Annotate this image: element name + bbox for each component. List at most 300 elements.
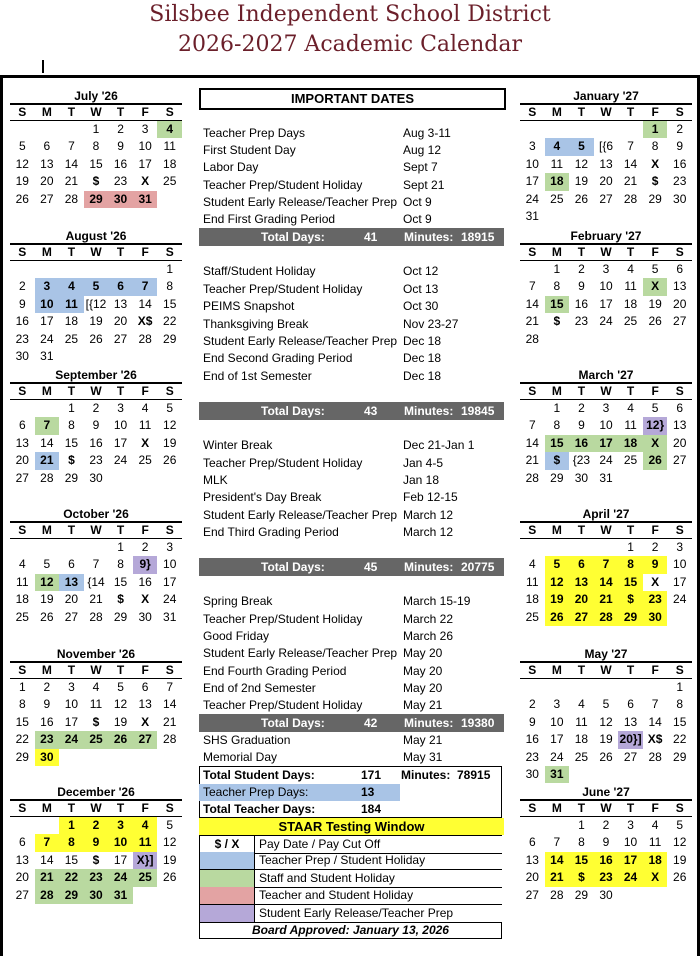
- day-cell: 6: [68, 557, 75, 572]
- day-cell: [35, 539, 60, 556]
- day-cell: 18: [574, 732, 589, 747]
- day-cell: 2: [578, 401, 585, 415]
- month-title: January '27: [520, 89, 692, 105]
- day-header: T: [59, 105, 84, 121]
- day-cell: [520, 679, 545, 696]
- day-header: T: [569, 663, 594, 679]
- event-row: [203, 455, 503, 472]
- day-cell: 7: [133, 278, 158, 295]
- day-cell: 10: [113, 418, 128, 433]
- day-cell: [157, 749, 182, 766]
- event-name: Teacher Prep/Student Holiday: [203, 456, 363, 470]
- event-date: Jan 4-5: [403, 456, 444, 470]
- total-teacher-days-label: Total Teacher Days:: [203, 802, 316, 816]
- day-cell: 9: [676, 139, 684, 154]
- day-cell: 7: [35, 417, 60, 434]
- month-title: April '27: [520, 507, 692, 523]
- month-jun: [520, 785, 692, 904]
- day-cell: 27: [133, 731, 158, 748]
- day-cell: 21: [545, 869, 570, 886]
- event-date: Feb 12-15: [403, 490, 458, 504]
- day-cell: 16: [138, 574, 152, 589]
- day-cell: 27: [569, 609, 594, 626]
- day-cell: 7: [553, 835, 561, 850]
- event-name: End First Grading Period: [203, 212, 336, 226]
- day-cell: 24: [59, 731, 84, 748]
- day-cell: 9: [643, 556, 668, 573]
- day-cell: 10: [35, 296, 60, 313]
- day-cell: 14: [64, 156, 79, 171]
- day-cell: [618, 331, 643, 348]
- day-cell: 30: [599, 887, 613, 902]
- day-cell: [569, 121, 594, 138]
- day-cell: X: [643, 869, 668, 886]
- month-title: July '26: [10, 89, 182, 105]
- day-header: W: [594, 245, 619, 261]
- day-cell: 25: [163, 174, 177, 189]
- day-cell: 27: [525, 887, 539, 902]
- day-cell: [643, 470, 668, 487]
- day-header: T: [618, 801, 643, 817]
- day-cell: 11: [89, 697, 103, 712]
- total-teacher-days-value: 184: [361, 802, 382, 816]
- day-cell: [84, 348, 109, 365]
- day-cell: 11: [138, 418, 152, 433]
- day-cell: 11: [59, 296, 84, 313]
- day-cell: 17: [113, 435, 128, 450]
- month-title: November '26: [10, 647, 182, 663]
- day-cell: 23: [594, 869, 619, 886]
- day-cell: [59, 121, 84, 138]
- month-dec: [10, 785, 182, 904]
- day-cell: 18: [15, 592, 29, 607]
- day-cell: $: [92, 174, 100, 189]
- day-cell: 16: [594, 852, 619, 869]
- month-grid: [10, 801, 182, 904]
- day-cell: 19: [599, 732, 613, 747]
- day-cell: 2: [676, 122, 684, 136]
- day-cell: 20: [15, 453, 29, 468]
- day-cell: 16: [673, 156, 687, 171]
- total-student-days-row: [199, 767, 502, 784]
- day-header: T: [569, 523, 594, 539]
- day-cell: 15: [113, 574, 128, 589]
- day-cell: 11: [16, 574, 29, 589]
- day-cell: 20}]: [618, 731, 643, 748]
- day-cell: 3: [68, 680, 75, 694]
- totals-minutes: 19380: [461, 716, 495, 730]
- day-cell: {23: [572, 453, 591, 468]
- day-cell: 8: [553, 279, 561, 294]
- event-date: March 26: [403, 629, 454, 643]
- day-cell: 20: [673, 296, 687, 311]
- day-cell: 2: [602, 818, 610, 832]
- day-header: S: [667, 384, 692, 400]
- day-cell: 6: [18, 418, 26, 433]
- totals-minutes: 20775: [461, 560, 495, 574]
- event-row: [203, 749, 503, 766]
- day-cell: 9: [92, 418, 100, 433]
- day-cell: 18: [643, 852, 668, 869]
- day-cell: $: [92, 714, 100, 729]
- day-cell: 4: [141, 401, 149, 415]
- day-cell: [643, 679, 668, 696]
- day-cell: 26: [643, 452, 668, 469]
- month-title: March '27: [520, 368, 692, 384]
- day-header: S: [520, 523, 545, 539]
- event-date: Sept 7: [403, 160, 438, 174]
- event-date: May 20: [403, 646, 443, 660]
- day-header: M: [35, 105, 60, 121]
- event-name: Student Early Release/Teacher Prep: [203, 195, 398, 209]
- day-cell: 11: [163, 139, 176, 154]
- day-header: W: [594, 105, 619, 121]
- day-cell: 25: [138, 453, 152, 468]
- day-cell: [133, 887, 158, 904]
- day-header: S: [10, 523, 35, 539]
- legend-swatch: [199, 870, 255, 887]
- day-header: F: [643, 105, 668, 121]
- day-cell: [108, 749, 133, 766]
- day-cell: [84, 261, 109, 278]
- day-cell: 8: [651, 139, 659, 154]
- day-cell: 1: [92, 122, 100, 136]
- day-cell: 20: [599, 174, 613, 189]
- day-cell: 29: [64, 470, 79, 485]
- day-cell: 21: [525, 453, 539, 468]
- day-cell: 14: [525, 435, 539, 450]
- day-cell: 9: [578, 418, 585, 433]
- day-cell: 6: [43, 139, 51, 154]
- day-cell: 13: [599, 156, 613, 171]
- grading-period-totals: [199, 714, 504, 732]
- event-date: Dec 18: [403, 369, 442, 383]
- divider-mark: [42, 60, 44, 73]
- day-header: M: [35, 245, 60, 261]
- day-cell: 13: [59, 574, 84, 591]
- day-cell: 13: [40, 156, 54, 171]
- month-title: December '26: [10, 785, 182, 801]
- day-cell: 15: [163, 296, 177, 311]
- day-header: M: [35, 384, 60, 400]
- month-feb: [520, 229, 692, 348]
- day-cell: 3: [553, 697, 561, 712]
- day-cell: [545, 679, 570, 696]
- day-cell: 21: [35, 452, 60, 469]
- month-grid: [10, 105, 182, 208]
- day-cell: [594, 208, 619, 225]
- day-cell: 15: [89, 156, 103, 171]
- day-cell: 21: [163, 714, 177, 729]
- day-header: T: [59, 384, 84, 400]
- day-cell: [133, 348, 158, 365]
- day-header: T: [108, 245, 133, 261]
- day-header: S: [157, 801, 182, 817]
- day-cell: 24: [40, 331, 54, 346]
- day-cell: 31: [163, 609, 177, 624]
- day-cell: 1: [643, 121, 668, 138]
- day-cell: 29: [113, 609, 128, 624]
- day-cell: [667, 208, 692, 225]
- day-cell: 27: [673, 453, 687, 468]
- day-cell: 11: [624, 279, 637, 294]
- day-cell: 27: [40, 191, 54, 206]
- day-cell: 16: [15, 314, 29, 329]
- day-cell: 13: [623, 714, 638, 729]
- day-cell: 19: [648, 296, 662, 311]
- event-name: Spring Break: [203, 594, 273, 608]
- day-cell: 5: [43, 557, 51, 572]
- event-name: End Fourth Grading Period: [203, 664, 347, 678]
- event-name: End Second Grading Period: [203, 351, 353, 365]
- day-cell: 17: [138, 156, 152, 171]
- totals-minutes: 19845: [461, 404, 495, 418]
- day-cell: 8: [166, 279, 174, 294]
- day-header: F: [643, 245, 668, 261]
- day-cell: 28: [35, 887, 60, 904]
- day-cell: 13: [15, 435, 29, 450]
- day-cell: X: [141, 174, 150, 189]
- event-row: [203, 611, 503, 628]
- day-cell: 18: [623, 296, 638, 311]
- day-cell: 25: [550, 191, 564, 206]
- day-header: W: [594, 384, 619, 400]
- day-cell: 20: [673, 435, 687, 450]
- day-cell: $: [569, 869, 594, 886]
- day-header: S: [520, 105, 545, 121]
- day-cell: 19: [113, 714, 128, 729]
- day-cell: 2: [43, 680, 51, 694]
- legend-label: Pay Date / Pay Cut Off: [259, 837, 381, 851]
- day-header: M: [35, 663, 60, 679]
- totals-min-label: Minutes:: [404, 716, 454, 730]
- day-header: S: [667, 801, 692, 817]
- day-cell: 11: [550, 156, 564, 171]
- day-cell: 7: [35, 834, 60, 851]
- month-grid: [520, 523, 692, 626]
- event-date: Oct 13: [403, 282, 439, 296]
- day-cell: 22: [59, 869, 84, 886]
- event-row: [203, 263, 503, 280]
- day-cell: 12: [163, 835, 177, 850]
- day-cell: [569, 331, 594, 348]
- day-header: T: [108, 663, 133, 679]
- event-row: [203, 697, 503, 714]
- day-cell: 26: [648, 314, 662, 329]
- day-cell: 8: [92, 139, 100, 154]
- day-cell: 28: [64, 191, 79, 206]
- event-date: March 12: [403, 508, 454, 522]
- day-cell: [520, 121, 545, 138]
- day-cell: 17: [599, 296, 613, 311]
- day-header: S: [520, 384, 545, 400]
- day-cell: [133, 470, 158, 487]
- day-header: M: [545, 245, 570, 261]
- event-row: [203, 281, 503, 298]
- day-cell: 26: [15, 191, 29, 206]
- month-title: May '27: [520, 647, 692, 663]
- day-cell: 29: [163, 331, 177, 346]
- day-cell: 17: [113, 852, 128, 867]
- day-cell: X$: [137, 314, 153, 329]
- day-cell: 11: [133, 834, 158, 851]
- day-cell: 5: [84, 278, 109, 295]
- day-cell: 7: [166, 680, 174, 694]
- day-cell: 2: [651, 540, 659, 554]
- day-header: T: [108, 105, 133, 121]
- day-header: M: [35, 801, 60, 817]
- day-cell: 19: [15, 174, 29, 189]
- day-cell: 20: [64, 592, 79, 607]
- day-header: F: [133, 245, 158, 261]
- totals-days: 42: [364, 716, 378, 730]
- day-cell: 2: [117, 122, 124, 136]
- event-name: Teacher Prep/Student Holiday: [203, 612, 363, 626]
- day-cell: [545, 121, 570, 138]
- event-row: [203, 350, 503, 367]
- day-cell: 24: [525, 191, 539, 206]
- day-cell: 30: [643, 609, 668, 626]
- day-cell: 4: [545, 138, 570, 155]
- day-cell: [84, 539, 109, 556]
- day-cell: 29: [618, 609, 643, 626]
- event-name: Teacher Prep/Student Holiday: [203, 282, 363, 296]
- event-row: [203, 333, 503, 350]
- day-cell: 7: [651, 697, 659, 712]
- day-header: M: [545, 105, 570, 121]
- day-cell: 12: [545, 574, 570, 591]
- day-cell: 23: [15, 331, 29, 346]
- day-cell: [520, 400, 545, 417]
- day-cell: 13: [673, 418, 687, 433]
- day-cell: 14: [525, 296, 539, 311]
- day-cell: 23: [673, 174, 687, 189]
- day-cell: 1: [578, 818, 585, 832]
- teacher-prep-days-row: [199, 784, 502, 801]
- day-cell: 13: [525, 852, 539, 867]
- event-name: Memorial Day: [203, 750, 278, 764]
- month-grid: [10, 663, 182, 766]
- day-cell: [667, 766, 692, 783]
- event-name: End of 2nd Semester: [203, 681, 316, 695]
- day-cell: [667, 887, 692, 904]
- day-cell: 26: [673, 870, 687, 885]
- day-cell: 2: [528, 697, 536, 712]
- day-cell: X: [651, 156, 660, 171]
- month-grid: [10, 523, 182, 626]
- day-cell: {14: [87, 574, 105, 589]
- day-cell: [157, 191, 182, 208]
- totals-label: Total Days:: [261, 404, 325, 418]
- day-cell: 2: [141, 540, 149, 554]
- day-cell: X: [141, 592, 150, 607]
- day-header: S: [10, 663, 35, 679]
- day-cell: 2: [578, 262, 585, 276]
- day-cell: 28: [623, 191, 638, 206]
- day-cell: [520, 817, 545, 834]
- day-cell: 12: [113, 697, 128, 712]
- day-header: W: [594, 663, 619, 679]
- day-header: T: [569, 801, 594, 817]
- total-minutes-value: 78915: [457, 768, 491, 782]
- event-date: May 21: [403, 733, 443, 747]
- event-name: Good Friday: [203, 629, 270, 643]
- day-cell: 30: [574, 470, 589, 485]
- day-cell: 5: [676, 818, 684, 832]
- day-cell: 14: [648, 714, 662, 729]
- legend-swatch: [199, 852, 255, 869]
- legend-row: [199, 905, 502, 923]
- day-cell: 1: [59, 817, 84, 834]
- day-cell: 4: [92, 680, 100, 694]
- day-cell: 29: [648, 191, 662, 206]
- event-row: [203, 194, 503, 211]
- day-cell: 21: [594, 591, 619, 608]
- event-row: [203, 368, 503, 385]
- day-cell: 15: [618, 574, 643, 591]
- day-cell: 12: [35, 574, 60, 591]
- day-cell: 20: [569, 591, 594, 608]
- day-cell: 13: [569, 574, 594, 591]
- important-dates-title: IMPORTANT DATES: [199, 88, 506, 110]
- day-cell: 8: [18, 697, 26, 712]
- day-cell: [59, 749, 84, 766]
- day-header: T: [569, 105, 594, 121]
- day-cell: 16: [113, 156, 128, 171]
- event-date: Oct 12: [403, 264, 439, 278]
- day-cell: 10: [599, 418, 613, 433]
- legend-label: Teacher Prep / Student Holiday: [259, 853, 426, 868]
- day-cell: 27: [15, 470, 29, 485]
- event-row: [203, 593, 503, 610]
- day-header: M: [545, 523, 570, 539]
- day-cell: 6: [141, 680, 149, 694]
- day-cell: 24: [550, 749, 564, 764]
- event-row: [203, 489, 503, 506]
- event-name: First Student Day: [203, 143, 296, 157]
- day-cell: X: [651, 574, 660, 589]
- day-cell: X}]: [133, 852, 158, 869]
- total-student-days-label: Total Student Days:: [203, 768, 315, 782]
- day-cell: 8: [68, 418, 75, 433]
- day-cell: 14: [594, 574, 619, 591]
- day-cell: [618, 121, 643, 138]
- day-cell: 17: [525, 174, 539, 189]
- day-cell: [594, 766, 619, 783]
- day-cell: 17: [618, 852, 643, 869]
- day-cell: 28: [525, 470, 539, 485]
- day-cell: [133, 749, 158, 766]
- day-header: F: [643, 384, 668, 400]
- day-cell: 24: [599, 314, 613, 329]
- day-cell: [667, 609, 692, 626]
- day-cell: 3: [141, 122, 149, 136]
- day-cell: [59, 348, 84, 365]
- day-cell: 26: [599, 749, 613, 764]
- day-cell: 5: [651, 401, 659, 415]
- day-cell: 3: [602, 262, 610, 276]
- event-date: Oct 30: [403, 299, 439, 313]
- day-cell: 19: [574, 174, 589, 189]
- day-cell: [520, 539, 545, 556]
- totals-label: Total Days:: [261, 560, 325, 574]
- day-cell: 19: [673, 852, 687, 867]
- day-header: T: [59, 663, 84, 679]
- day-cell: 27: [599, 191, 613, 206]
- day-cell: 15: [545, 296, 570, 313]
- totals-min-label: Minutes:: [404, 560, 454, 574]
- day-cell: $: [545, 452, 570, 469]
